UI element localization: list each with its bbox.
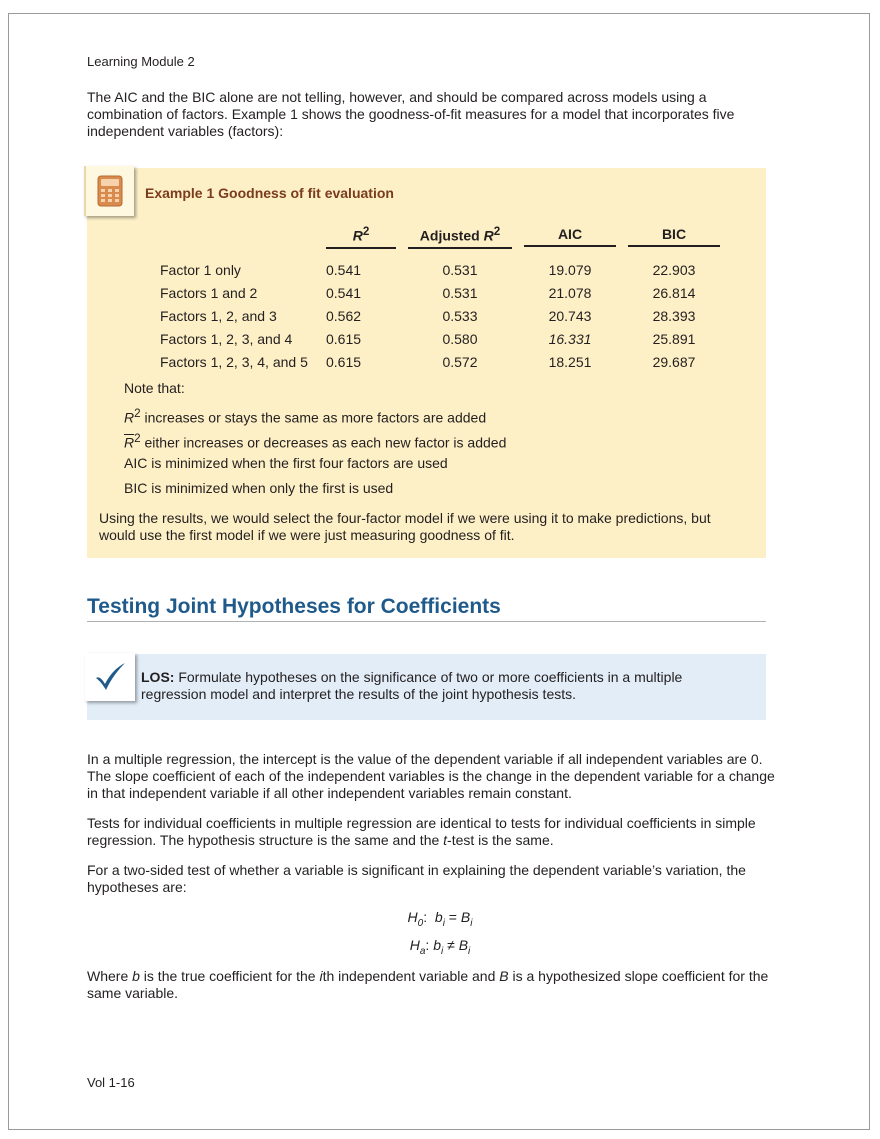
cell-adjusted-r2: 0.531: [442, 262, 478, 279]
table-row: [160, 259, 720, 282]
running-head: Learning Module 2: [87, 54, 195, 69]
note-item: $R^2$ increases or stays the same as more factors are added: [124, 407, 487, 426]
body-paragraph: Tests for individual coefficients in multiple regression are identical to tests for individual coefficients in simple regression. The hypothesis structure is the same and the t-test is the same.: [87, 815, 756, 848]
cell-adjusted-r2: 0.531: [442, 285, 478, 302]
body-paragraph: For a two-sided test of whether a variable is significant in explaining the dependent variable’s variation, the hypotheses are:: [87, 862, 746, 895]
note-item: $\overline{R}^2$ either increases or decreases as each new factor is added: [124, 432, 507, 451]
cell-bic: 25.891: [652, 331, 696, 348]
cell-bic: 28.393: [652, 308, 696, 325]
cell-aic-minimum: 16.331: [548, 331, 592, 348]
cell-r2: 0.615: [326, 331, 362, 348]
goodness-of-fit-table: [160, 225, 720, 374]
cell-aic: 18.251: [548, 354, 592, 371]
row-label: Factors 1, 2, and 3: [160, 308, 277, 325]
cell-adjusted-r2: 0.580: [442, 331, 478, 348]
notes-list: [124, 380, 506, 505]
section-title: Testing Joint Hypotheses for Coefficients: [87, 595, 501, 618]
table-row: [160, 351, 720, 374]
note-item: BIC is minimized when only the first is used: [124, 480, 394, 496]
section-divider: [87, 621, 766, 622]
body-paragraph: Where b is the true coefficient for the ith independent variable and B is a hypothesized slope coefficient for the same variable.: [87, 968, 769, 1001]
note-item: AIC is minimized when the first four factors are used: [124, 455, 448, 471]
cell-adjusted-r2: 0.572: [442, 354, 478, 371]
header-r2: $R^2$: [326, 225, 396, 251]
example-conclusion: Using the results, we would select the four-factor model if we were using it to make predictions, but would use the first model if we were just measuring goodness of fit.: [99, 510, 711, 543]
header-blank: [160, 225, 326, 251]
row-label: Factors 1 and 2: [160, 285, 258, 302]
header-aic: AIC: [524, 225, 616, 251]
header-adjusted-r2: Adjusted $R^2$: [408, 225, 512, 251]
header-bic: BIC: [628, 225, 720, 251]
cell-aic: 20.743: [548, 308, 592, 325]
los-label: LOS:: [141, 669, 175, 685]
row-label: Factors 1, 2, 3, and 4: [160, 331, 293, 348]
cell-r2: 0.562: [326, 308, 362, 325]
row-label: Factor 1 only: [160, 262, 241, 279]
cell-r2: 0.615: [326, 354, 362, 371]
alternative-hypothesis-equation: $H_a$: $b_i \ne B_i$: [409, 937, 471, 957]
intro-paragraph: The AIC and the BIC alone are not telling, however, and should be compared across models using a combination of factors. Example 1 shows the goodness-of-fit measures for a model that incorporates five independent variables (factors):: [87, 89, 735, 139]
row-label: Factors 1, 2, 3, 4, and 5: [160, 354, 308, 371]
page-folio: Vol 1-16: [87, 1075, 135, 1090]
cell-bic: 26.814: [652, 285, 696, 302]
los-statement: LOS: Formulate hypotheses on the significance of two or more coefficients in a multiple regression model and interpret the results of the joint hypothesis tests.: [141, 669, 683, 702]
cell-r2: 0.541: [326, 262, 362, 279]
table-row: [160, 328, 720, 351]
table-header-row: [160, 225, 720, 251]
cell-aic: 19.079: [548, 262, 592, 279]
null-hypothesis-equation: $H_0$: $b_i = B_i$: [407, 909, 473, 929]
cell-bic: 29.687: [652, 354, 696, 371]
cell-adjusted-r2: 0.533: [442, 308, 478, 325]
checkmark-icon: [85, 653, 135, 701]
body-paragraph: In a multiple regression, the intercept is the value of the dependent variable if all independent variables are 0. The slope coefficient of each of the independent variables is the change in the dependent variable for a change in that independent variable if all other independent variables remain constant.: [87, 751, 775, 801]
example-title: Example 1 Goodness of fit evaluation: [145, 185, 394, 201]
calculator-icon: [84, 166, 134, 216]
notes-heading: Note that:: [124, 380, 185, 396]
cell-r2: 0.541: [326, 285, 362, 302]
table-row: [160, 305, 720, 328]
cell-aic: 21.078: [548, 285, 592, 302]
cell-bic: 22.903: [652, 262, 696, 279]
table-row: [160, 282, 720, 305]
